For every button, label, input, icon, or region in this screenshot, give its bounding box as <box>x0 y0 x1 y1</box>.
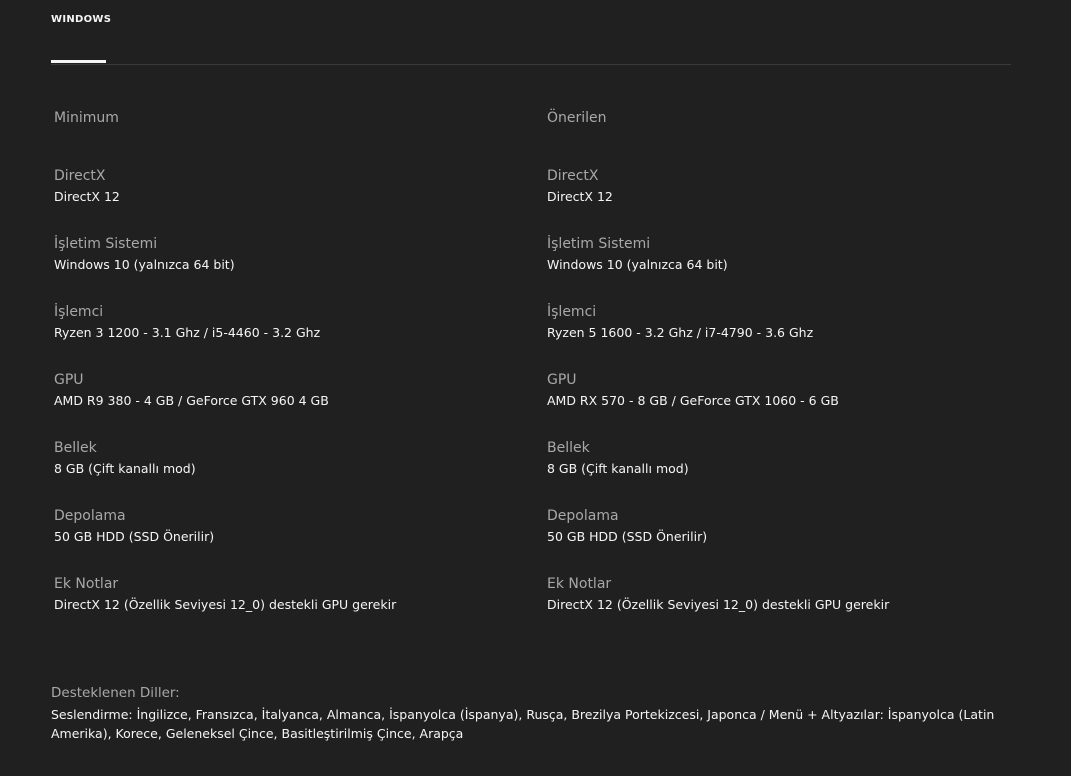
supported-languages <box>51 683 1021 743</box>
spec-label: İşlemci <box>547 304 597 320</box>
spec-label: İşletim Sistemi <box>547 236 651 252</box>
spec-value: Ryzen 5 1600 - 3.2 Ghz / i7-4790 - 3.6 Ghz <box>547 325 814 340</box>
active-tab-indicator <box>51 60 106 63</box>
minimum-title: Minimum <box>54 110 119 126</box>
recommended-title: Önerilen <box>547 110 607 126</box>
spec-os-rec <box>547 234 1017 302</box>
spec-label: Bellek <box>54 440 97 456</box>
spec-label: İşlemci <box>54 304 104 320</box>
spec-label: Ek Notlar <box>547 576 612 592</box>
spec-gpu-rec <box>547 370 1017 438</box>
spec-cpu-rec <box>547 302 1017 370</box>
spec-directx-min <box>54 166 524 234</box>
spec-label: Ek Notlar <box>54 576 119 592</box>
spec-label: Depolama <box>547 508 619 524</box>
spec-label: GPU <box>547 372 577 388</box>
spec-value: DirectX 12 (Özellik Seviyesi 12_0) destekli GPU gerekir <box>54 597 397 612</box>
spec-gpu-min <box>54 370 524 438</box>
spec-value: 50 GB HDD (SSD Önerilir) <box>547 529 708 544</box>
spec-value: Ryzen 3 1200 - 3.1 Ghz / i5-4460 - 3.2 Ghz <box>54 325 321 340</box>
spec-storage-min <box>54 506 524 574</box>
spec-label: Bellek <box>547 440 590 456</box>
spec-label: GPU <box>54 372 84 388</box>
spec-label: DirectX <box>547 168 599 184</box>
spec-value: 50 GB HDD (SSD Önerilir) <box>54 529 215 544</box>
spec-cpu-min <box>54 302 524 370</box>
spec-storage-rec <box>547 506 1017 574</box>
spec-value: 8 GB (Çift kanallı mod) <box>54 461 196 476</box>
spec-label: İşletim Sistemi <box>54 236 158 252</box>
spec-os-min <box>54 234 524 302</box>
spec-value: DirectX 12 <box>54 189 120 204</box>
languages-text: Seslendirme: İngilizce, Fransızca, İtalyanca, Almanca, İspanyolca (İspanya), Rusça, Brezilya Portekizcesi, Japonca / Menü + Altyazılar: İspanyolca (Latin Amerika), Korece, Geleneksel Çince, Basitleştirilmiş Çince, Arapça <box>51 707 995 741</box>
spec-value: DirectX 12 (Özellik Seviyesi 12_0) destekli GPU gerekir <box>547 597 890 612</box>
spec-memory-min <box>54 438 524 506</box>
spec-memory-rec <box>547 438 1017 506</box>
languages-label: Desteklenen Diller: <box>51 685 180 701</box>
spec-label: DirectX <box>54 168 106 184</box>
spec-value: DirectX 12 <box>547 189 613 204</box>
platform-tabbar <box>51 0 1011 65</box>
spec-value: 8 GB (Çift kanallı mod) <box>547 461 689 476</box>
spec-directx-rec <box>547 166 1017 234</box>
spec-label: Depolama <box>54 508 126 524</box>
minimum-requirements-column <box>54 108 524 642</box>
spec-value: Windows 10 (yalnızca 64 bit) <box>547 257 728 272</box>
spec-notes-rec <box>547 574 1017 642</box>
tab-windows[interactable]: WINDOWS <box>51 14 112 25</box>
spec-value: AMD R9 380 - 4 GB / GeForce GTX 960 4 GB <box>54 393 329 408</box>
spec-value: Windows 10 (yalnızca 64 bit) <box>54 257 235 272</box>
spec-notes-min <box>54 574 524 642</box>
spec-value: AMD RX 570 - 8 GB / GeForce GTX 1060 - 6 GB <box>547 393 839 408</box>
recommended-requirements-column <box>547 108 1017 642</box>
